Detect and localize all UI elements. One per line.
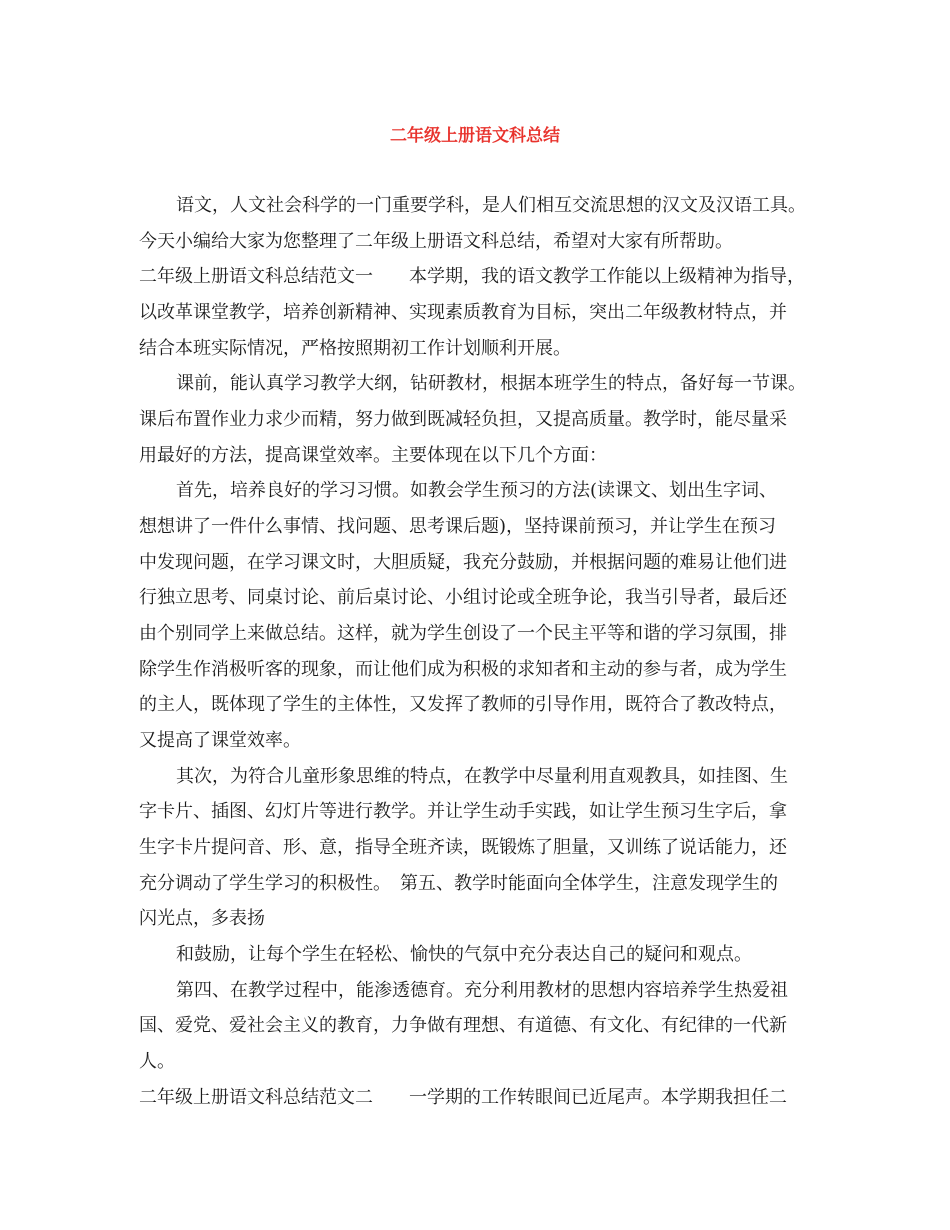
body-line: 二年级上册语文科总结范文二 一学期的工作转眼间已近尾声。本学期我担任二 <box>139 1087 787 1108</box>
body-line: 人。 <box>139 1051 175 1072</box>
body-line: 充分调动了学生学习的积极性。 第五、教学时能面向全体学生，注意发现学生的 <box>139 873 778 894</box>
body-line: 二年级上册语文科总结范文一 本学期，我的语文教学工作能以上级精神为指导， <box>139 266 805 287</box>
body-line: 今天小编给大家为您整理了二年级上册语文科总结，希望对大家有所帮助。 <box>139 231 733 252</box>
body-line: 以改革课堂教学，培养创新精神、实现素质教育为目标，突出二年级教材特点，并 <box>139 302 787 323</box>
body-line: 中发现问题，在学习课文时，大胆质疑，我充分鼓励，并根据问题的难易让他们进 <box>139 552 787 573</box>
body-line: 用最好的方法，提高课堂效率。主要体现在以下几个方面： <box>139 445 607 466</box>
body-line: 和鼓励，让每个学生在轻松、愉快的气氛中充分表达自己的疑问和观点。 <box>176 944 752 965</box>
body-line: 国、爱党、爱社会主义的教育，力争做有理想、有道德、有文化、有纪律的一代新 <box>139 1015 787 1036</box>
body-line: 闪光点，多表扬 <box>139 908 265 929</box>
body-line: 结合本班实际情况，严格按照期初工作计划顺利开展。 <box>139 338 571 359</box>
document-title: 二年级上册语文科总结 <box>390 126 560 146</box>
body-line: 的主人，既体现了学生的主体性，又发挥了教师的引导作用，既符合了教改特点， <box>139 694 787 715</box>
body-line: 生字卡片提问音、形、意，指导全班齐读，既锻炼了胆量，又训练了说话能力，还 <box>139 837 787 858</box>
body-line: 想想讲了一件什么事情、找问题、思考课后题)，坚持课前预习，并让学生在预习 <box>139 516 777 537</box>
body-line: 第四、在教学过程中，能渗透德育。充分利用教材的思想内容培养学生热爱祖 <box>176 980 788 1001</box>
body-line: 其次，为符合儿童形象思维的特点，在教学中尽量利用直观教具，如挂图、生 <box>176 766 788 787</box>
body-line: 课后布置作业力求少而精，努力做到既减轻负担，又提高质量。教学时，能尽量采 <box>139 409 787 430</box>
body-line: 语文，人文社会科学的一门重要学科，是人们相互交流思想的汉文及汉语工具。 <box>176 195 806 216</box>
body-line: 首先，培养良好的学习习惯。如教会学生预习的方法(读课文、划出生字词、 <box>176 480 778 501</box>
body-line: 除学生作消极听客的现象，而让他们成为积极的求知者和主动的参与者，成为学生 <box>139 659 787 680</box>
body-line: 行独立思考、同桌讨论、前后桌讨论、小组讨论或全班争论，我当引导者，最后还 <box>139 587 787 608</box>
body-line: 又提高了课堂效率。 <box>139 730 301 751</box>
body-line: 字卡片、插图、幻灯片等进行教学。并让学生动手实践，如让学生预习生字后，拿 <box>139 801 787 822</box>
body-line: 课前，能认真学习教学大纲，钻研教材，根据本班学生的特点，备好每一节课。 <box>176 373 806 394</box>
body-line: 由个别同学上来做总结。这样，就为学生创设了一个民主平等和谐的学习氛围，排 <box>139 623 787 644</box>
